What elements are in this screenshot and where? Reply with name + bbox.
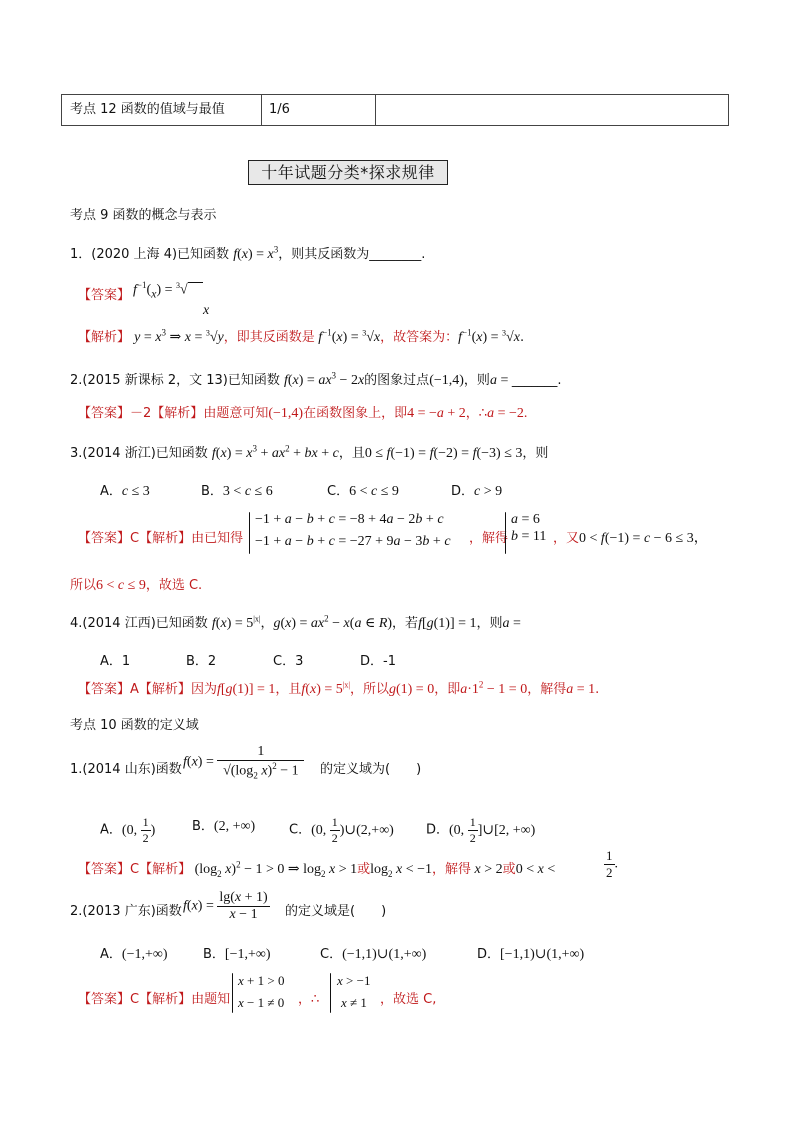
- header-table: [61, 94, 729, 126]
- option-d: D．c > 9: [451, 484, 503, 499]
- question-10-1-tail: 的定义域为( ): [320, 762, 422, 777]
- question-3: 3.(2014 浙江)已知函数 $f(x) = x^3 + ax^2$ + bx + c，且0 ≤ f(−1) = f(−2) = f(−3) ≤ 3，则: [70, 443, 549, 461]
- option-d: D．[−1,1)∪(1,+∞): [477, 947, 585, 962]
- result-2: x ≠ 1: [341, 995, 367, 1010]
- option-b: B．[−1,+∞): [203, 947, 271, 962]
- question-1: 1．(2020 上海 4)已知函数 $f(x) = x^3$，则其反函数为________.: [70, 244, 426, 262]
- section-title: 考点 9 函数的概念与表示: [70, 208, 217, 223]
- question-10-2-formula: f(x) = $\frac{\lg(x + 1)}{x - 1}$: [183, 890, 268, 922]
- analysis-3-tail: ，又0 < f(−1) = c − 6 ≤ 3，: [553, 531, 708, 546]
- option-c: C．(−1,1)∪(1,+∞): [320, 947, 427, 962]
- result-1: x > −1: [337, 973, 371, 988]
- system-eq-2: −1 + a − b + c = −27 + 9a − 3b + c: [255, 534, 451, 549]
- system-eq-1: −1 + a − b + c = −8 + 4a − 2b + c: [255, 512, 444, 527]
- answer-radicand: x: [203, 303, 210, 318]
- conclusion-10-2: ，故选 C,: [380, 992, 437, 1007]
- option-c: C．(0, $\frac{1}{2}$ )∪(2,+∞): [289, 815, 394, 845]
- fraction-half: $\frac{1}{2}$ .: [606, 848, 618, 880]
- answer-2: 【答案】－2【解析】由题意可知(−1,4)在函数图象上，即4 = −a + 2，∴a = −2.: [78, 406, 528, 421]
- solution-a: a = 6: [511, 512, 540, 527]
- banner-title: 十年试题分类*探求规律: [248, 160, 448, 185]
- condition-2: x − 1 ≠ 0: [238, 995, 285, 1010]
- section-title: 考点 10 函数的定义域: [70, 718, 199, 733]
- header-page: 1/6: [269, 102, 290, 117]
- option-d: D．-1: [360, 654, 396, 669]
- question-10-2-stem: 2.(2013 广东)函数: [70, 904, 182, 919]
- therefore: ，∴: [298, 992, 320, 1007]
- answer-10-1: 【答案】C【解析】 ($\log_2$ x)$^2$ − 1 > 0 ⇒ $\log_2 x > 1$或$\log_2 x < -1$，解得 x > 2或0 < x <: [78, 859, 556, 879]
- conclusion-3: 所以6 < c ≤ 9，故选 C.: [70, 578, 203, 593]
- option-c: C．3: [273, 654, 304, 669]
- solution-b: b = 11: [511, 529, 547, 544]
- option-d: D．(0, $\frac{1}{2}$ ]∪[2, +∞): [426, 815, 536, 845]
- question-10-2-tail: 的定义域是( ): [285, 904, 387, 919]
- answer-3: 【答案】C【解析】由已知得: [78, 531, 244, 546]
- brace: [249, 512, 250, 554]
- header-divider: [261, 95, 262, 125]
- option-b: B．2: [186, 654, 217, 669]
- option-a: A．(0, $\frac{1}{2}$ ): [100, 815, 156, 845]
- answer-tag: 【答案】: [78, 288, 131, 303]
- brace: [232, 973, 233, 1013]
- analysis-1: 【解析】 $y = x^3$ ⇒ x = $^3$√y，即其反函数是 $f^{-1}(x) = ^3√x$，故答案为：$f^{-1}(x) = ^3√x$.: [78, 327, 525, 345]
- option-a: A．(−1,+∞): [100, 947, 168, 962]
- brace: [505, 512, 506, 554]
- question-4: 4.(2014 江西)已知函数 $f(x) = 5^{|x|}$，$g(x) = ax^2 - x(a$ ∈ R)，若f[g(1)] = 1，则a =: [70, 613, 521, 631]
- header-topic: 考点 12 函数的值域与最值: [70, 102, 225, 117]
- option-c: C．6 < c ≤ 9: [327, 484, 399, 499]
- answer-4: 【答案】A【解析】因为f[g(1)] = 1，且$f(x) = 5^{|x|}$，所以g(1) = 0，即$a\cdot 1^2 - 1 = 0$，解得a = 1.: [78, 679, 600, 697]
- option-a: A．1: [100, 654, 131, 669]
- option-b: B．3 < c ≤ 6: [201, 484, 273, 499]
- answer-10-2: 【答案】C【解析】由题知: [78, 992, 231, 1007]
- question-10-1-formula: f(x) = $\frac{1}{√(\log_2 x)^2 - 1}$: [183, 744, 304, 780]
- question-2: 2.(2015 新课标 2，文 13)已知函数 $f(x) = ax^3 - 2x$的图象过点(−1,4)，则a = _______.: [70, 370, 562, 388]
- question-10-1-stem: 1.(2014 山东)函数: [70, 762, 182, 777]
- option-b: B．(2, +∞): [192, 819, 256, 834]
- header-divider: [375, 95, 376, 125]
- condition-1: x + 1 > 0: [238, 973, 285, 988]
- brace: [330, 973, 331, 1013]
- answer-math: $f^{-1}(_x) = ^3√$: [133, 280, 203, 301]
- option-a: A．c ≤ 3: [100, 484, 150, 499]
- solve-label: ，解得: [469, 531, 509, 546]
